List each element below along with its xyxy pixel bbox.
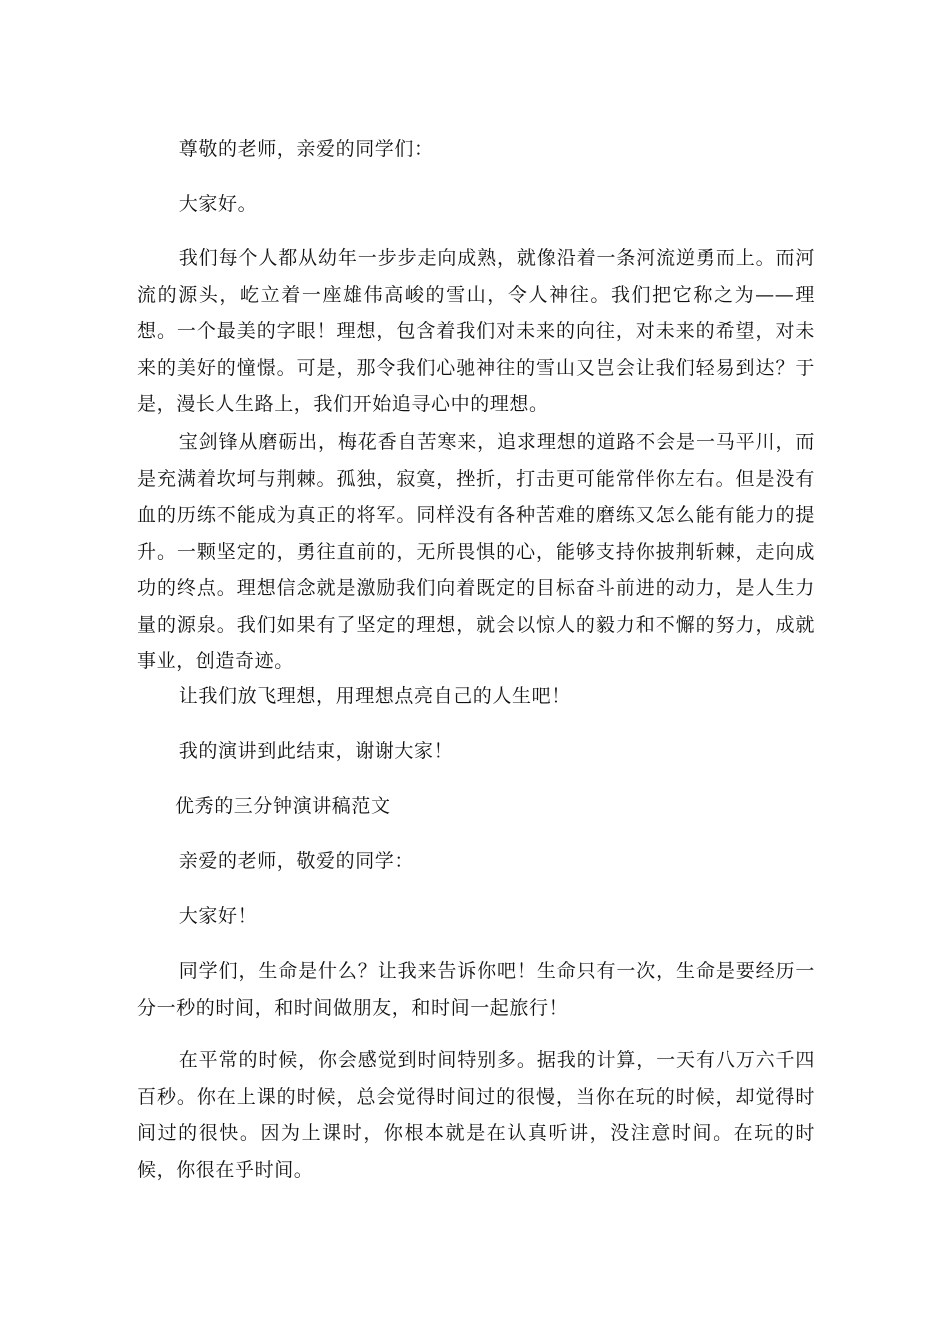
salutation-1: 尊敬的老师，亲爱的同学们： xyxy=(178,138,434,160)
paragraph-5: 在平常的时候，你会感觉到时间特别多。据我的计算，一天有八万六千四百秒。你在上课的时候，总会觉得时间过的很慢，当你在玩的时候，却觉得时间过的很快。因为上课时，你根本就是在认真听讲，没注意时间。在玩的时候，你很在乎时间。 xyxy=(137,1049,815,1181)
salutation-2: 亲爱的老师，敬爱的同学： xyxy=(178,850,414,872)
paragraph-1: 我们每个人都从幼年一步步走向成熟，就像沿着一条河流逆勇而上。而河流的源头，屹立着一座雄伟高峻的雪山，令人神往。我们把它称之为——理想。一个最美的字眼！理想，包含着我们对未来的向往，对未来的希望，对未来的美好的憧憬。可是，那令我们心驰神往的雪山又岂会让我们轻易到达？于是，漫长人生路上，我们开始追寻心中的理想。 xyxy=(137,247,815,415)
greeting-1: 大家好。 xyxy=(178,193,258,215)
paragraph-4: 同学们，生命是什么？让我来告诉你吧！生命只有一次，生命是要经历一分一秒的时间，和时间做朋友，和时间一起旅行！ xyxy=(137,960,815,1019)
section-title: 优秀的三分钟演讲稿范文 xyxy=(175,795,391,817)
closing-1: 我的演讲到此结束，谢谢大家！ xyxy=(178,740,454,762)
paragraph-3: 让我们放飞理想，用理想点亮自己的人生吧！ xyxy=(178,685,571,707)
greeting-2: 大家好！ xyxy=(178,905,258,927)
paragraph-2: 宝剑锋从磨砺出，梅花香自苦寒来，追求理想的道路不会是一马平川，而是充满着坎坷与荆棘。孤独，寂寞，挫折，打击更可能常伴你左右。但是没有血的历练不能成为真正的将军。同样没有各种苦难的磨练又怎么能有能力的提升。一颗坚定的，勇往直前的，无所畏惧的心，能够支持你披荆斩棘，走向成功的终点。理想信念就是激励我们向着既定的目标奋斗前进的动力，是人生力量的源泉。我们如果有了坚定的理想，就会以惊人的毅力和不懈的努力，成就事业，创造奇迹。 xyxy=(137,431,815,672)
